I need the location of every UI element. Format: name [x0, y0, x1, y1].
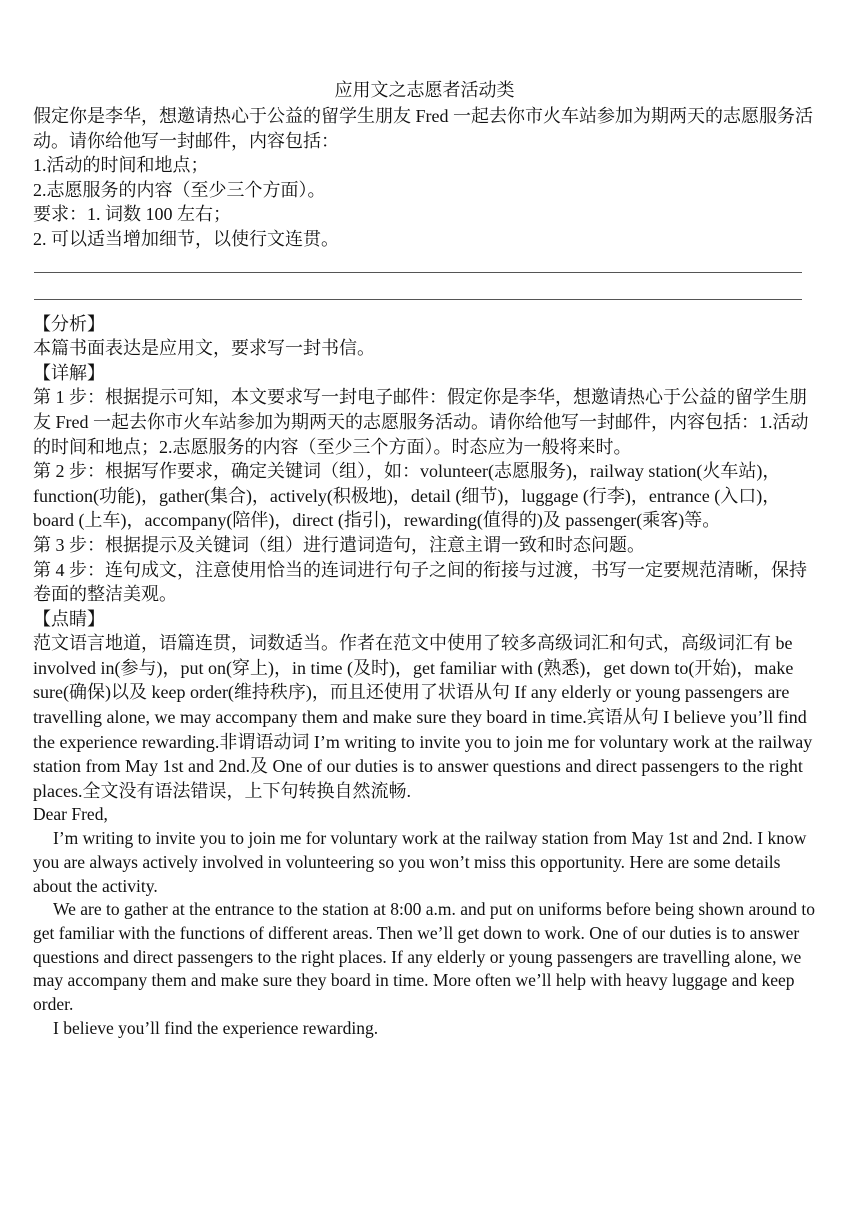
analysis-heading: 【分析】	[33, 313, 105, 334]
letter-paragraph: I’m writing to invite you to join me for voluntary work at the railway station from May 1st and 2nd. I know you are always actively involved in volunteering so you won’t miss this opportunity. Here are some details about the activity.	[33, 828, 807, 896]
answer-line	[34, 285, 802, 300]
step-3: 第 3 步：根据提示及关键词（组）进行遣词造句，注意主谓一致和时态问题。	[33, 534, 645, 555]
analysis-text: 本篇书面表达是应用文，要求写一封书信。	[33, 338, 375, 359]
task-requirement-2: 2. 可以适当增加细节，以使行文连贯。	[33, 228, 339, 249]
document-page	[33, 78, 816, 1040]
page-title: 应用文之志愿者活动类	[334, 80, 515, 100]
step-1: 第 1 步：根据提示可知，本文要求写一封电子邮件：假定你是李华，想邀请热心于公益的留学生朋友 Fred 一起去你市火车站参加为期两天的志愿服务活动。请你给他写一封邮件，内容包括：1.活动的时间和地点；2.志愿服务的内容（至少三个方面）。时态应为一般将来时。	[33, 387, 809, 457]
task-prompt: 假定你是李华，想邀请热心于公益的留学生朋友 Fred 一起去你市火车站参加为期两天的志愿服务活动。请你给他写一封邮件，内容包括：	[33, 106, 813, 151]
letter-greeting: Dear Fred,	[33, 804, 108, 825]
highlight-text: 范文语言地道，语篇连贯，词数适当。作者在范文中使用了较多高级词汇和句式，高级词汇有 be involved in(参与)，put on(穿上)，in time (及时)，get familiar with (熟悉)，get down to(开始)，make sure(确保)以及 keep order(维持秩序)，而且还使用了状语从句 If any elderly or young passengers are travelling alone, we may accompany them and make sure they board in time.宾语从句 I believe you’ll find the experience rewarding.非谓语动词 I’m writing to invite you to join me for voluntary work at the railway station from May 1st and 2nd.及 One of our duties is to answer questions and direct passengers to the right places.全文没有语法错误，上下句转换自然流畅.	[33, 633, 813, 801]
answer-line	[34, 258, 802, 273]
detail-heading: 【详解】	[33, 362, 105, 383]
task-item-1: 1.活动的时间和地点；	[33, 155, 209, 176]
letter-paragraph: We are to gather at the entrance to the station at 8:00 a.m. and put on uniforms before being shown around to get familiar with the functions of different areas. Then we’ll get down to work. One of our duties is to answer questions and direct passengers to the right places. If any elderly or young passengers are travelling alone, we may accompany them and make sure they board in time. More often we’ll help with heavy luggage and keep order.	[33, 899, 816, 1015]
letter-paragraph: I believe you’ll find the experience rewarding.	[53, 1017, 379, 1038]
highlight-heading: 【点睛】	[33, 608, 105, 629]
task-requirement-1: 要求：1. 词数 100 左右；	[33, 204, 231, 225]
step-2: 第 2 步：根据写作要求，确定关键词（组），如：volunteer(志愿服务)，railway station(火车站)，function(功能)，gather(集合)，actively(积极地)，detail (细节)，luggage (行李)，entrance (入口)，board (上车)，accompany(陪伴)，direct (指引)，rewarding(值得的)及 passenger(乘客)等。	[33, 461, 781, 531]
task-item-2: 2.志愿服务的内容（至少三个方面）。	[33, 179, 326, 200]
step-4: 第 4 步：连句成文，注意使用恰当的连词进行句子之间的衔接与过渡，书写一定要规范清晰，保持卷面的整洁美观。	[33, 559, 807, 605]
